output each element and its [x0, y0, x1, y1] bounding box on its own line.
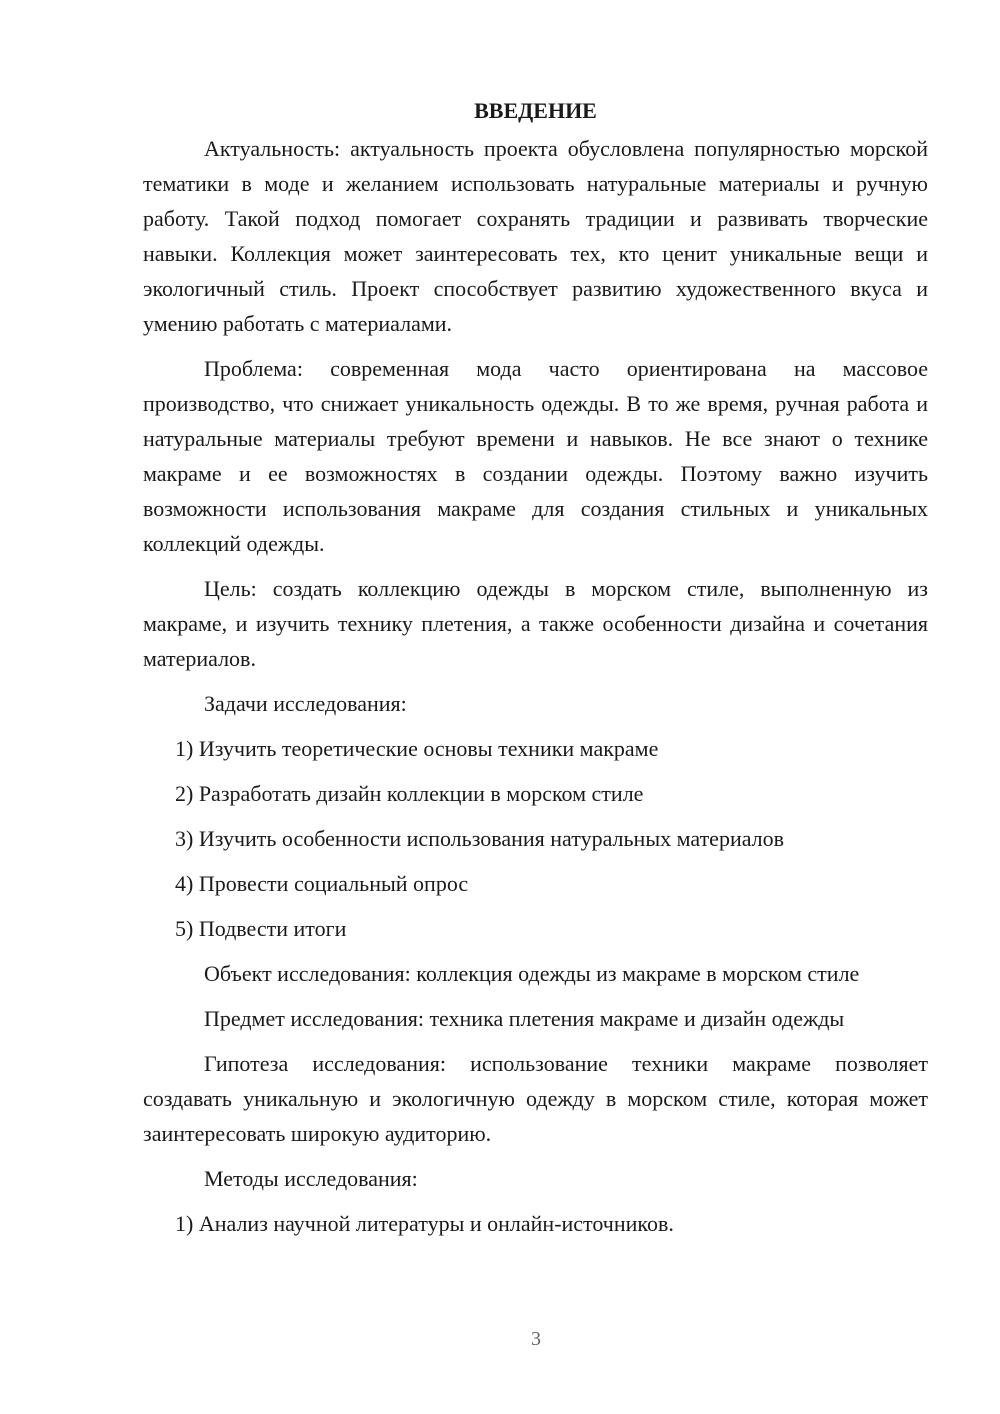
task-item-4: 4) Провести социальный опрос: [175, 871, 469, 896]
task-item-1: 1) Изучить теоретические основы техники макраме: [175, 736, 659, 761]
paragraph-hypothesis: Гипотеза исследования: использование техники макраме позволяет создавать уникальную и экологичную одежду в морском стиле, которая может заинтересовать широкую аудиторию.: [143, 1051, 928, 1146]
paragraph-subject: Предмет исследования: техника плетения макраме и дизайн одежды: [204, 1006, 845, 1031]
methods-heading: Методы исследования:: [204, 1166, 418, 1191]
paragraph-relevance: Актуальность: актуальность проекта обусловлена популярностью морской тематики в моде и желанием использовать натуральные материалы и ручную работу. Такой подход помогает сохранять традиции и развивать творческие навыки. Коллекция может заинтересовать тех, кто ценит уникальные вещи и экологичный стиль. Проект способствует развитию художественного вкуса и умению работать с материалами.: [143, 136, 928, 336]
paragraph-object: Объект исследования: коллекция одежды из макраме в морском стиле: [204, 961, 860, 986]
task-item-2: 2) Разработать дизайн коллекции в морском стиле: [175, 781, 644, 806]
paragraph-goal: Цель: создать коллекцию одежды в морском стиле, выполненную из макраме, и изучить технику плетения, а также особенности дизайна и сочетания материалов.: [143, 576, 928, 671]
methods-list: [143, 1206, 928, 1241]
paragraph-problem: Проблема: современная мода часто ориентирована на массовое производство, что снижает уникальность одежды. В то же время, ручная работа и натуральные материалы требуют времени и навыков. Не все знают о технике макраме и ее возможностях в создании одежды. Поэтому важно изучить возможности использования макраме для создания стильных и уникальных коллекций одежды.: [143, 356, 928, 556]
method-item-1: 1) Анализ научной литературы и онлайн-источников.: [175, 1211, 674, 1236]
tasks-list: [143, 731, 928, 946]
task-item-5: 5) Подвести итоги: [175, 916, 347, 941]
task-item-3: 3) Изучить особенности использования натуральных материалов: [175, 826, 785, 851]
tasks-heading: Задачи исследования:: [204, 691, 407, 716]
page-title: ВВЕДЕНИЕ: [474, 98, 597, 123]
page-number: 3: [531, 1328, 541, 1350]
page-content: [143, 96, 928, 1251]
